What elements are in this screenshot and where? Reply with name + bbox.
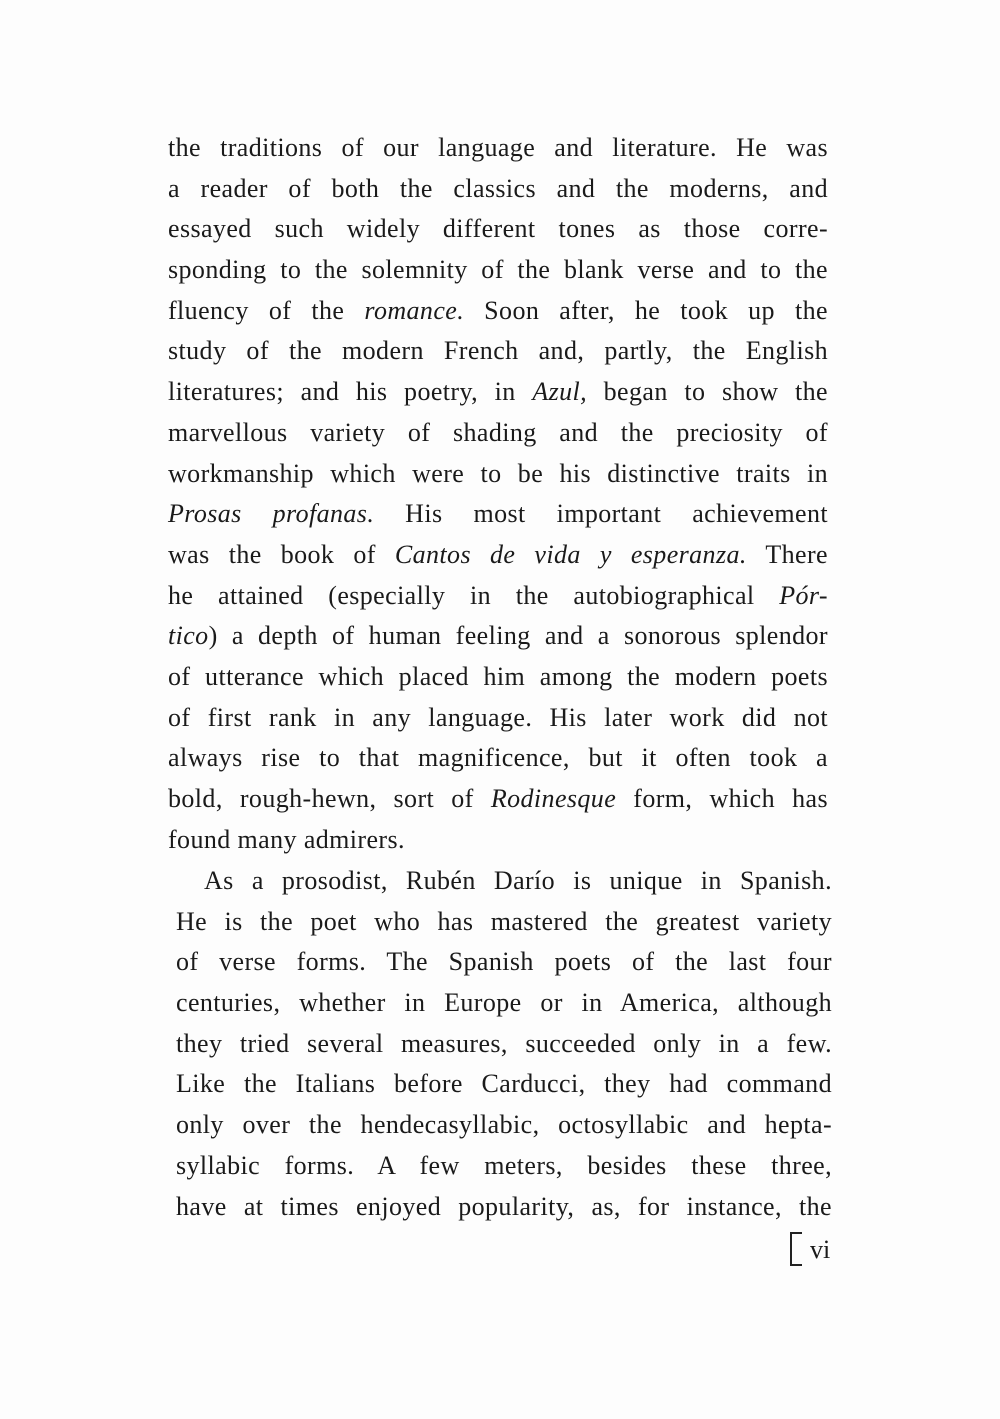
- text-line: [168, 616, 828, 657]
- italic-title-text: romance.: [364, 295, 465, 325]
- text-line: [168, 779, 828, 820]
- body-text: began to show the: [587, 377, 829, 407]
- body-text: bold, rough-hewn, sort of: [168, 784, 491, 813]
- body-text: form, which has: [616, 784, 828, 813]
- body-text: fluency of the: [168, 295, 365, 325]
- folio-bracket-icon: [790, 1232, 802, 1266]
- italic-title-text: tico: [168, 621, 209, 651]
- text-line: [176, 1024, 832, 1065]
- text-line: [168, 331, 828, 372]
- text-line: [168, 413, 828, 454]
- text-line: [176, 1064, 832, 1105]
- body-text: Like the Italians before Carducci, they had command: [176, 1069, 832, 1099]
- body-text: His most important achievement: [374, 499, 828, 529]
- text-line: [168, 820, 828, 861]
- text-line: [176, 1105, 832, 1146]
- page-number-text: vi: [810, 1235, 831, 1264]
- italic-title-text: Rodinesque: [490, 784, 617, 813]
- text-line: [176, 902, 832, 943]
- text-line: [168, 291, 828, 332]
- body-text: He is the poet who has mastered the greatest variety: [176, 906, 832, 936]
- italic-title-text: Cantos de vida y esperanza.: [394, 539, 747, 569]
- body-text: the traditions of our language and literature. He was: [168, 133, 828, 162]
- body-text: of utterance which placed him among the modern poets: [168, 661, 828, 691]
- text-line: [176, 1187, 832, 1228]
- text-line: [168, 209, 828, 250]
- body-text: he attained (especially in the autobiographical: [168, 580, 780, 610]
- body-text: As a prosodist, Rubén Darío is unique in Spanish.: [204, 866, 832, 895]
- text-line: [168, 169, 828, 210]
- italic-title-text: Prosas profanas.: [168, 499, 375, 529]
- body-text: found many admirers.: [168, 824, 405, 854]
- text-line: [168, 698, 828, 739]
- body-text: centuries, whether in Europe or in America, although: [176, 988, 832, 1018]
- body-text: syllabic forms. A few meters, besides these three,: [176, 1150, 832, 1180]
- italic-title-text: Pór-: [779, 580, 828, 610]
- body-text: literatures; and his poetry, in: [168, 377, 533, 407]
- body-text: Soon after, he took up the: [464, 295, 828, 325]
- body-text: only over the hendecasyllabic, octosyllabic and hepta-: [176, 1110, 832, 1140]
- body-text: workmanship which were to be his distinctive traits in: [168, 458, 828, 488]
- text-line: [168, 576, 828, 617]
- body-text: a reader of both the classics and the moderns, and: [168, 173, 828, 203]
- italic-title-text: Azul,: [532, 377, 588, 407]
- text-line: [168, 372, 828, 413]
- text-line: [168, 250, 828, 291]
- body-text: study of the modern French and, partly, the English: [168, 336, 828, 366]
- body-text: have at times enjoyed popularity, as, for instance, the: [176, 1191, 832, 1221]
- body-text: of verse forms. The Spanish poets of the last four: [176, 947, 832, 977]
- page-number: [790, 1232, 830, 1266]
- paragraph-1: [168, 128, 828, 860]
- paragraph-2: [176, 861, 832, 1227]
- body-text: There: [746, 539, 828, 569]
- body-text: marvellous variety of shading and the preciosity of: [168, 417, 828, 447]
- text-line: [176, 983, 832, 1024]
- text-line: [168, 454, 828, 495]
- body-text: was the book of: [168, 539, 395, 569]
- body-text: sponding to the solemnity of the blank verse and to the: [168, 255, 828, 285]
- body-text: essayed such widely different tones as those corre-: [168, 214, 828, 244]
- text-line: [168, 128, 828, 169]
- body-text: of first rank in any language. His later work did not: [168, 702, 828, 732]
- body-text: ) a depth of human feeling and a sonorous splendor: [208, 621, 828, 651]
- body-text: always rise to that magnificence, but it often took a: [168, 743, 828, 773]
- text-line: [168, 494, 828, 535]
- text-line: [176, 861, 832, 902]
- text-line: [176, 942, 832, 983]
- text-line: [168, 535, 828, 576]
- body-text: they tried several measures, succeeded only in a few.: [176, 1028, 832, 1058]
- text-line: [176, 1146, 832, 1187]
- text-line: [168, 738, 828, 779]
- text-line: [168, 657, 828, 698]
